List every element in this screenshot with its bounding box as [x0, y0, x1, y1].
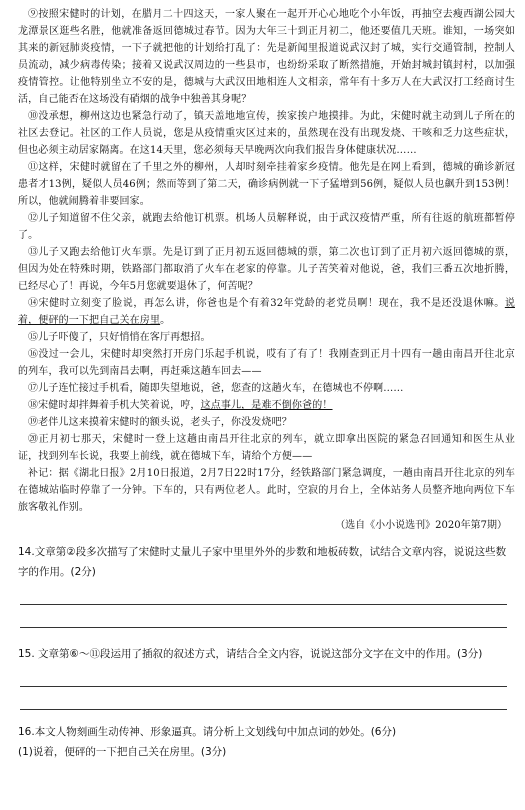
paragraph-14-end: 。	[160, 315, 171, 326]
paragraph-16: ⑯没过一会儿，宋健时却突然打开房门乐起手机说，哎有了有了！我刚查到正月十四有一趟由南昌开往北京的列车，我可以先到南昌去啊，再赶乘这趟车回去——	[18, 349, 515, 377]
source-citation: （选自《小小说选刊》2020年第7期）	[335, 520, 507, 531]
question-16-subquestion-1: (1)说着，便砰的一下把自己关在房里。(3分)	[18, 746, 227, 758]
underlined-sentence-18: 这点事儿，是难不倒你爸的！	[200, 400, 333, 411]
underlined-sentence-14: 说着，便砰的一下把自己关在房里	[18, 298, 515, 326]
paragraph-15: ⑮儿子吓傻了，只好悄悄在客厅再想招。	[28, 332, 211, 343]
paragraph-17: ⑰儿子连忙接过手机看，随即失望地说，爸，您查的这趟火车，在德城也不停啊……	[28, 383, 404, 394]
paragraph-20: ⑳正月初七那天，宋健时一登上这趟由南昌开往北京的列车，就立即拿出医院的紧急召回通知和医生从业证，找到列车长说，我要上前线，就在德城下车，请给个方便——	[18, 434, 515, 462]
paragraph-9: ⑨按照宋健时的计划，在腊月二十四这天，一家人聚在一起开开心心地吃个小年饭，再抽空去瘦西湖公园大龙潭景区逛些名胜，他就准备返回德城过春节。因为大年三十到正月初二，他还要值几天班。谁知，一场突如其来的新冠肺炎疫情，一下子就把他的计划给打乱了：先是新闻里报道说武汉封了城，实行交通管制，控制人员流动，减少病毒传染；接着又说武汉周边的一些县市，也纷纷采取了断然措施，开始封城封镇封村，以加强疫情管控。让他特别坐立不安的是，德城与大武汉田地相连人文相亲，常年有十多万人在大武汉打工经商讨生活，自己能否在这场没有硝烟的战争中独善其身呢？	[18, 9, 515, 105]
paragraph-18-text: ⑱宋健时却拌舞着手机大笑着说，哼，	[28, 400, 201, 411]
answer-line[interactable]	[20, 605, 507, 628]
question-16	[18, 722, 515, 762]
paragraph-10: ⑩没承想，柳州这边也紧急行动了，镇天盖地地宣传，挨家挨户地摸排。为此，宋健时就主动到儿子所在的社区去登记。社区的工作人员说，您是从疫情重灾区过来的，虽然现在没有出现发烧、干咳和乏力这些症状，但也必须主动居家隔离。在这14天里，您必须每天早晚两次向我们报告身体健康状况……	[18, 111, 515, 156]
supplementary-note: 补记：据《湖北日报》2月10日报道，2月7日22时17分，经铁路部门紧急调度，一趟由南昌开往北京的列车在德城站临时停靠了一分钟。下车的，只有两位老人。此时，空寂的月台上，全体站务人员整齐地向两位下车旅客敬礼作别。	[18, 468, 515, 513]
question-15-text: 15. 文章第⑥～⑪段运用了插叙的叙述方式，请结合全文内容，说说这部分文字在文中的作用。(3分)	[18, 648, 483, 660]
question-14-text: 14.文章第②段多次描写了宋健时丈量儿子家中里里外外的步数和地板砖数，试结合文章内容，说说这些数字的作用。(2分)	[18, 546, 507, 578]
paragraph-18	[18, 397, 515, 414]
question-14	[18, 542, 515, 628]
paragraph-14	[18, 295, 515, 329]
answer-line[interactable]	[20, 582, 507, 605]
paragraph-19: ⑲老伴儿这来摸着宋健时的额头说，老头子，你没发烧吧？	[28, 417, 292, 428]
paragraph-12: ⑫儿子知道留不住父亲，就跑去给他订机票。机场人员解释说，由于武汉疫情严重，所有往返的航班都暂停了。	[18, 213, 515, 241]
paragraph-14-text: ⑭宋健时立刻变了脸说，再怎么讲，你爸也是个有着32年党龄的老党员啊！现在，我不是还没退休嘛。	[28, 298, 505, 309]
paragraph-13: ⑬儿子又跑去给他订火车票。先是订到了正月初五返回德城的票，第二次也订到了正月初六返回德城的票，但因为处在特殊时期，铁路部门都取消了火车在老家的停靠。儿子苦笑着对他说，爸，我们三番五次地折腾，已经尽心了！再说，今年5月您就要退休了，何苦呢？	[18, 247, 515, 292]
question-16-text: 16.本文人物刻画生动传神、形象逼真。请分析上文划线句中加点词的妙处。(6分)	[18, 726, 397, 738]
story-passage	[18, 6, 515, 534]
answer-line[interactable]	[20, 687, 507, 710]
answer-line[interactable]	[20, 664, 507, 687]
question-15	[18, 644, 515, 710]
paragraph-11: ⑪这样，宋健时就留在了千里之外的柳州，人却时刻牵挂着家乡疫情。他先是在网上看到，德城的确诊新冠患者才13例，疑似人员46例；然而等到了第二天，确诊病例就一下子猛增到56例，疑似人员也飙升到153例！所以，他就闹腾着非要回家。	[18, 162, 515, 207]
